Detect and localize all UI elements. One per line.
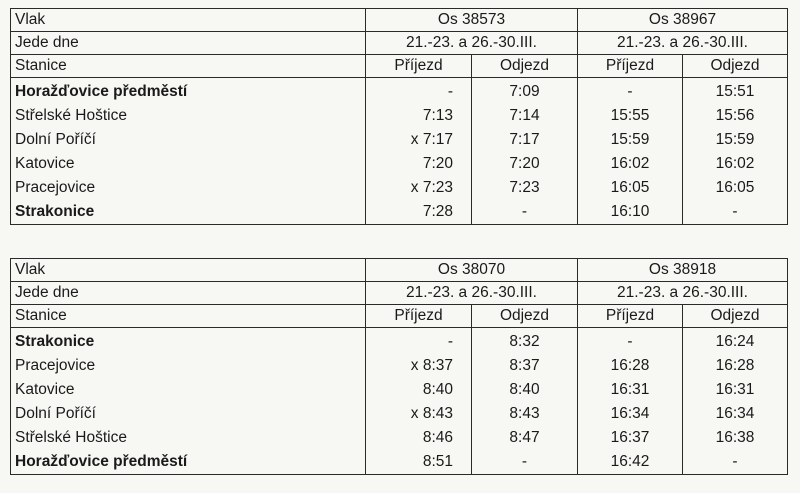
departure-time: 16:38 (683, 426, 788, 450)
departure-time: 16:28 (683, 354, 788, 378)
train-label: Vlak (11, 259, 366, 282)
departure-time: 15:51 (683, 78, 788, 105)
table-row (11, 200, 788, 225)
arrival-time: 8:51 (366, 450, 472, 475)
table-row (11, 328, 788, 355)
station-name: Strakonice (11, 200, 366, 225)
station-label: Stanice (11, 305, 366, 328)
arrival-time: 16:34 (578, 402, 683, 426)
station-name: Katovice (11, 152, 366, 176)
timetable-1 (10, 8, 788, 225)
days-label: Jede dne (11, 282, 366, 305)
departure-time: 15:56 (683, 104, 788, 128)
departure-time: 8:43 (472, 402, 578, 426)
departure-time: - (472, 200, 578, 225)
train-number: Os 38070 (366, 259, 578, 282)
station-name: Katovice (11, 378, 366, 402)
arrival-header: Příjezd (578, 305, 683, 328)
arrival-header: Příjezd (578, 55, 683, 78)
departure-time: 16:34 (683, 402, 788, 426)
train-row (11, 9, 788, 32)
departure-time: 7:20 (472, 152, 578, 176)
days-value: 21.-23. a 26.-30.III. (366, 32, 578, 55)
departure-time: - (472, 450, 578, 475)
arrival-time: x 8:37 (366, 354, 472, 378)
train-label: Vlak (11, 9, 366, 32)
arrival-time: - (366, 328, 472, 355)
departure-time: - (683, 450, 788, 475)
train-row (11, 259, 788, 282)
arrival-header: Příjezd (366, 55, 472, 78)
departure-time: 7:14 (472, 104, 578, 128)
train-number: Os 38967 (578, 9, 788, 32)
station-label: Stanice (11, 55, 366, 78)
arrival-time: 16:37 (578, 426, 683, 450)
departure-time: 7:23 (472, 176, 578, 200)
days-row (11, 32, 788, 55)
station-name: Pracejovice (11, 176, 366, 200)
departure-time: 16:02 (683, 152, 788, 176)
table-row (11, 402, 788, 426)
departure-time: 16:05 (683, 176, 788, 200)
days-value: 21.-23. a 26.-30.III. (578, 282, 788, 305)
station-name: Horažďovice předměstí (11, 450, 366, 475)
departure-time: 16:31 (683, 378, 788, 402)
departure-header: Odjezd (683, 305, 788, 328)
station-name: Dolní Poříčí (11, 128, 366, 152)
station-name: Dolní Poříčí (11, 402, 366, 426)
arrival-time: 16:05 (578, 176, 683, 200)
departure-header: Odjezd (472, 55, 578, 78)
table-row (11, 152, 788, 176)
days-value: 21.-23. a 26.-30.III. (366, 282, 578, 305)
departure-time: 8:47 (472, 426, 578, 450)
arrival-time: x 8:43 (366, 402, 472, 426)
arrival-time: 7:20 (366, 152, 472, 176)
timetable-2 (10, 258, 788, 475)
departure-time: 8:40 (472, 378, 578, 402)
column-header-row (11, 55, 788, 78)
arrival-time: - (578, 328, 683, 355)
table-row (11, 426, 788, 450)
table-row (11, 78, 788, 105)
departure-time: 7:17 (472, 128, 578, 152)
station-name: Horažďovice předměstí (11, 78, 366, 105)
departure-time: - (683, 200, 788, 225)
arrival-header: Příjezd (366, 305, 472, 328)
days-value: 21.-23. a 26.-30.III. (578, 32, 788, 55)
table-row (11, 128, 788, 152)
arrival-time: 8:46 (366, 426, 472, 450)
arrival-time: 7:13 (366, 104, 472, 128)
departure-time: 8:37 (472, 354, 578, 378)
column-header-row (11, 305, 788, 328)
arrival-time: 16:31 (578, 378, 683, 402)
station-name: Střelské Hoštice (11, 104, 366, 128)
table-row (11, 378, 788, 402)
arrival-time: - (366, 78, 472, 105)
arrival-time: - (578, 78, 683, 105)
table-row (11, 450, 788, 475)
table-row (11, 176, 788, 200)
departure-time: 8:32 (472, 328, 578, 355)
arrival-time: x 7:23 (366, 176, 472, 200)
arrival-time: x 7:17 (366, 128, 472, 152)
departure-time: 16:24 (683, 328, 788, 355)
departure-header: Odjezd (472, 305, 578, 328)
table-row (11, 104, 788, 128)
arrival-time: 16:28 (578, 354, 683, 378)
arrival-time: 16:10 (578, 200, 683, 225)
table-row (11, 354, 788, 378)
arrival-time: 15:55 (578, 104, 683, 128)
train-number: Os 38918 (578, 259, 788, 282)
departure-time: 7:09 (472, 78, 578, 105)
days-label: Jede dne (11, 32, 366, 55)
days-row (11, 282, 788, 305)
station-name: Střelské Hoštice (11, 426, 366, 450)
train-number: Os 38573 (366, 9, 578, 32)
station-name: Strakonice (11, 328, 366, 355)
arrival-time: 15:59 (578, 128, 683, 152)
station-name: Pracejovice (11, 354, 366, 378)
arrival-time: 16:42 (578, 450, 683, 475)
arrival-time: 16:02 (578, 152, 683, 176)
arrival-time: 7:28 (366, 200, 472, 225)
departure-time: 15:59 (683, 128, 788, 152)
departure-header: Odjezd (683, 55, 788, 78)
arrival-time: 8:40 (366, 378, 472, 402)
